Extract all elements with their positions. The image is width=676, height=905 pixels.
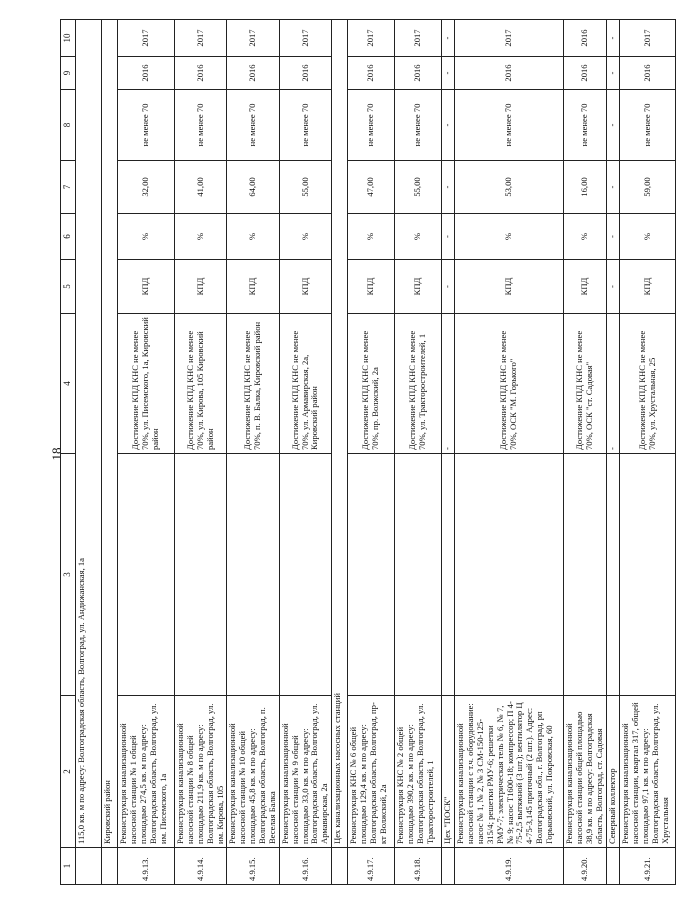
cell-blank: [607, 454, 620, 696]
cell-unit: %: [395, 214, 442, 260]
cell-number: 4.9.17.: [348, 848, 395, 885]
table-row: [76, 20, 102, 885]
cell-target-value: не менее 70: [227, 90, 279, 161]
cell-object: Северный коллектор: [607, 696, 620, 848]
cell-base-value: 53,00: [455, 161, 564, 214]
cell-object: Реконструкция канализационной насосной станции, квартал 317, общей площадью 97,1 кв. м по адресу: Волгоградская область, Волгоград, ул. Хрустальная: [620, 696, 676, 848]
cell-number: 4.9.15.: [227, 848, 279, 885]
cell-blank: [564, 454, 607, 696]
table-row: [395, 20, 442, 885]
cell-object: Реконструкция канализационной насосной станции № 9 общей площадью 33,0 кв. м по адресу: Волгоградская область, Волгоград, ул. Армавирская, 2а: [279, 696, 331, 848]
cell-target-value: не менее 70: [348, 90, 395, 161]
cell-base-value: 55,00: [395, 161, 442, 214]
cell-start-year: -: [607, 57, 620, 90]
cell-indicator: КПД: [395, 260, 442, 314]
cell-result: Достижение КПД КНС не менее 70%, ул. Армавирская, 2а, Кировский район: [279, 314, 331, 454]
cell-base-value: -: [442, 161, 455, 214]
cell-object: Реконструкция КНС № 2 общей площадью 390,2 кв. м по адресу: Волгоградская область, Волгоград, ул. Тракторостроителей, 1: [395, 696, 442, 848]
column-number: 3: [61, 454, 76, 696]
cell-base-value: 59,00: [620, 161, 676, 214]
column-number: 8: [61, 90, 76, 161]
cell-end-year: 2017: [395, 20, 442, 57]
cell-base-value: 47,00: [348, 161, 395, 214]
cell-start-year: 2016: [118, 57, 175, 90]
column-number: 7: [61, 161, 76, 214]
cell-start-year: 2016: [175, 57, 227, 90]
cell-blank: [118, 454, 175, 696]
cell-result: -: [442, 314, 455, 454]
table-row: [118, 20, 175, 885]
cell-base-value: 16,00: [564, 161, 607, 214]
cell-unit: %: [227, 214, 279, 260]
cell-base-value: 64,00: [227, 161, 279, 214]
section-row: [332, 20, 348, 885]
cell-number: 4.9.20.: [564, 848, 607, 885]
column-number: 5: [61, 260, 76, 314]
cell-start-year: 2016: [279, 57, 331, 90]
cell-base-value: 41,00: [175, 161, 227, 214]
section-title: Кировский район: [102, 20, 118, 848]
cell-blank: [395, 454, 442, 696]
page-number: 18: [49, 447, 64, 461]
cell-unit: %: [455, 214, 564, 260]
cell-result: Достижение КПД КНС не менее 70%, п. В. Балка, Кировский район: [227, 314, 279, 454]
cell-object: Реконструкция канализационной насосной станции общей площадью 38,9 кв. м по адресу: Волгоградская область, Волгоград, ст. Садовая: [564, 696, 607, 848]
column-number: 1: [61, 848, 76, 885]
cell-object: Реконструкция канализационной насосной станции с т.ч. оборудование: насос № 1, № 2, № 3 СМ-150-125-315/4; решетки РМУ-6; решетки РМУ-7; электрическая тель № 6, № 7, № 9; насос Т1600-18; компрессор; П 4-75-2,5 вытяжной (3 шт.); вентилятор Ц 4-75-3,145 приточный (2 шт.). Адрес: Волгоградская обл., г. Волгоград, рп Горьковский, ул. Покровская, 60: [455, 696, 564, 848]
cell-number: 4.9.13.: [118, 848, 175, 885]
cell-indicator: КПД: [455, 260, 564, 314]
cell-target-value: не менее 70: [564, 90, 607, 161]
cell-number: [76, 848, 102, 885]
cell-number: 4.9.16.: [279, 848, 331, 885]
cell-start-year: 2016: [227, 57, 279, 90]
cell-unit: %: [348, 214, 395, 260]
cell-blank: [455, 454, 564, 696]
cell-object: Цех "ПОСК": [442, 696, 455, 848]
cell-unit: %: [175, 214, 227, 260]
cell-blank: [620, 454, 676, 696]
cell-blank: [279, 454, 331, 696]
cell-object: Реконструкция канализационной насосной станции № 8 общей площадью 211,9 кв. м по адресу: Волгоградская область, Волгоград, ул. им. Кирова, 105: [175, 696, 227, 848]
cell-end-year: 2017: [118, 20, 175, 57]
cell-result: Достижение КПД КНС не менее 70%, ул. Кирова, 105 Кировский район: [175, 314, 227, 454]
cell-object: Реконструкция КНС № 6 общей площадью 129,4 кв. м по адресу: Волгоградская область, Волгоград, пр-кт Волжский, 2а: [348, 696, 395, 848]
cell-number: 4.9.19.: [455, 848, 564, 885]
cell-blank: [348, 454, 395, 696]
cell-end-year: 2017: [175, 20, 227, 57]
cell-indicator: КПД: [348, 260, 395, 314]
cell-start-year: 2016: [620, 57, 676, 90]
cell-result: Достижение КПД КНС не менее 70%, ул. Писемского, 1а, Кировский район: [118, 314, 175, 454]
cell-end-year: 2016: [564, 20, 607, 57]
cell-end-year: -: [607, 20, 620, 57]
cell-target-value: -: [607, 90, 620, 161]
cell-number: 4.9.14.: [175, 848, 227, 885]
cell-target-value: не менее 70: [455, 90, 564, 161]
rotated-page: [60, 20, 670, 885]
cell-blank: [442, 454, 455, 696]
cell-number: [607, 848, 620, 885]
section-title: Цех канализационных насосных станций: [332, 20, 348, 848]
cell-start-year: 2016: [348, 57, 395, 90]
cell-target-value: не менее 70: [279, 90, 331, 161]
cell-end-year: 2017: [227, 20, 279, 57]
cell-base-value: 32,00: [118, 161, 175, 214]
cell-result: Достижение КПД КНС не менее 70%, ул. Тракторостроителей, 1: [395, 314, 442, 454]
cell-indicator: КПД: [279, 260, 331, 314]
cell-end-year: 2017: [348, 20, 395, 57]
table-body: [61, 20, 676, 885]
column-number: 10: [61, 20, 76, 57]
program-table: [60, 19, 676, 885]
cell-result: Достижение КПД КНС не менее 70%, ОСК "М. Горького": [455, 314, 564, 454]
cell-blank: [175, 454, 227, 696]
cell-start-year: 2016: [564, 57, 607, 90]
cell-base-value: -: [607, 161, 620, 214]
cell-indicator: КПД: [564, 260, 607, 314]
table-row: [442, 20, 455, 885]
continued-text: 115,0 кв. м по адресу: Волгоградская область, Волгоград, ул. Андижанская, 1а: [76, 20, 102, 848]
table-row: [175, 20, 227, 885]
cell-indicator: КПД: [227, 260, 279, 314]
cell-indicator: КПД: [620, 260, 676, 314]
cell-number: 4.9.21.: [620, 848, 676, 885]
cell-unit: %: [620, 214, 676, 260]
cell-number: [442, 848, 455, 885]
cell-unit: -: [607, 214, 620, 260]
cell-target-value: -: [442, 90, 455, 161]
cell-result: Достижение КПД КНС не менее 70%, ОСК "ст. Садовая": [564, 314, 607, 454]
cell-result: -: [607, 314, 620, 454]
cell-indicator: -: [607, 260, 620, 314]
cell-target-value: не менее 70: [175, 90, 227, 161]
cell-unit: %: [118, 214, 175, 260]
cell-target-value: не менее 70: [620, 90, 676, 161]
cell-start-year: 2016: [395, 57, 442, 90]
cell-result: Достижение КПД КНС не менее 70%, ул. Хрустальная, 25: [620, 314, 676, 454]
table-row: [607, 20, 620, 885]
cell-unit: %: [564, 214, 607, 260]
column-number: 4: [61, 314, 76, 454]
cell-result: Достижение КПД КНС не менее 70%, пр. Волжский, 2а: [348, 314, 395, 454]
cell-indicator: КПД: [175, 260, 227, 314]
section-row: [102, 20, 118, 885]
cell-end-year: 2017: [455, 20, 564, 57]
table-row: [227, 20, 279, 885]
column-number: 2: [61, 696, 76, 848]
cell-base-value: 55,00: [279, 161, 331, 214]
cell-number: [332, 848, 348, 885]
column-number: 9: [61, 57, 76, 90]
column-number: 6: [61, 214, 76, 260]
cell-unit: -: [442, 214, 455, 260]
cell-unit: %: [279, 214, 331, 260]
table-row: [455, 20, 564, 885]
column-number-row: [61, 20, 76, 885]
cell-end-year: -: [442, 20, 455, 57]
cell-blank: [227, 454, 279, 696]
cell-indicator: КПД: [118, 260, 175, 314]
cell-end-year: 2017: [620, 20, 676, 57]
table-row: [620, 20, 676, 885]
table-row: [279, 20, 331, 885]
cell-number: 4.9.18.: [395, 848, 442, 885]
cell-object: Реконструкция канализационной насосной станции № 1 общей площадью 274,5 кв. м по адресу: Волгоградская область, Волгоград, ул. им. Писемского, 1а: [118, 696, 175, 848]
cell-target-value: не менее 70: [118, 90, 175, 161]
cell-number: [102, 848, 118, 885]
cell-object: Реконструкция канализационной насосной станции № 10 общей площадью 45,8 кв. м по адресу: Волгоградская область, Волгоград, п. Веселая Балка: [227, 696, 279, 848]
cell-target-value: не менее 70: [395, 90, 442, 161]
cell-start-year: -: [442, 57, 455, 90]
table-row: [348, 20, 395, 885]
cell-start-year: 2016: [455, 57, 564, 90]
table-row: [564, 20, 607, 885]
cell-indicator: -: [442, 260, 455, 314]
cell-end-year: 2017: [279, 20, 331, 57]
